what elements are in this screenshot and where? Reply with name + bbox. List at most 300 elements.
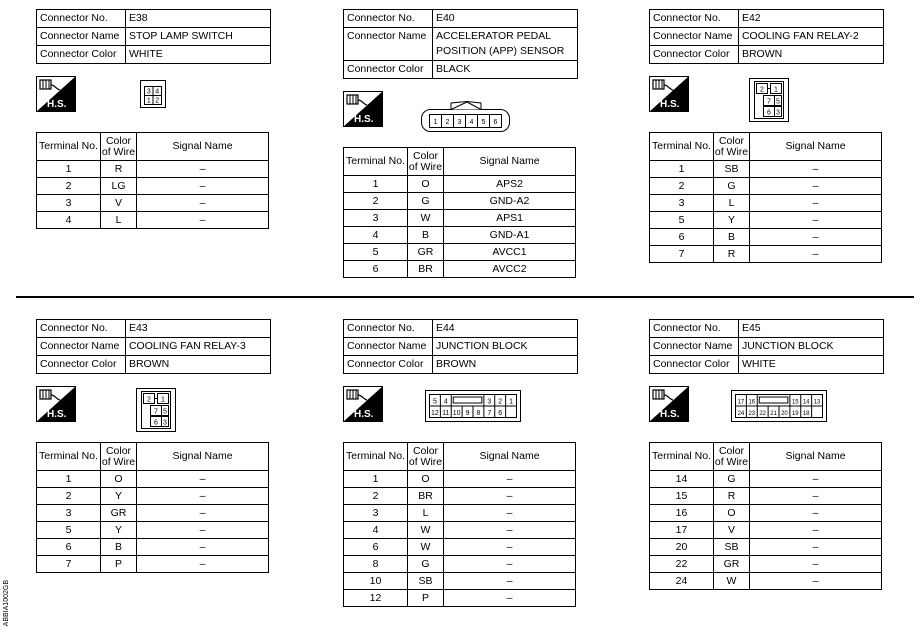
connector-number-label: Connector No.	[37, 320, 126, 338]
wire-color: O	[408, 176, 444, 193]
wire-color: V	[714, 522, 750, 539]
wire-color-header: Color of Wire	[101, 443, 137, 471]
connector-info-table	[343, 9, 578, 79]
connector-color-label: Connector Color	[650, 356, 739, 374]
connector-pin-label: 21	[770, 411, 777, 417]
info-row	[344, 338, 578, 356]
info-row	[344, 28, 578, 61]
signal-name: –	[750, 178, 882, 195]
connector-pin-label: 1	[433, 119, 438, 126]
harness-side-badge	[36, 76, 76, 112]
signal-name: –	[444, 556, 576, 573]
connector-pin-label: 3	[487, 398, 492, 406]
terminal-number: 14	[650, 471, 714, 488]
connector-panel-e44	[343, 319, 578, 607]
wire-color: BR	[408, 261, 444, 278]
terminal-number: 3	[37, 195, 101, 212]
terminal-row	[650, 488, 882, 505]
connector-face-diagram	[425, 390, 521, 422]
terminal-row	[650, 195, 882, 212]
harness-side-icon	[36, 76, 76, 112]
connector-pin-label: 5	[163, 408, 167, 416]
terminal-row	[344, 590, 576, 607]
terminal-row	[37, 488, 269, 505]
connector-pin-label: 2	[147, 396, 151, 404]
terminal-table	[649, 132, 882, 263]
signal-name: –	[750, 246, 882, 263]
terminal-row	[344, 210, 576, 227]
connector-info-table	[649, 319, 884, 374]
harness-side-icon	[343, 386, 383, 422]
terminal-row	[650, 471, 882, 488]
terminal-number: 2	[344, 488, 408, 505]
connector-number-label: Connector No.	[650, 10, 739, 28]
terminal-number: 2	[37, 488, 101, 505]
info-row	[650, 10, 884, 28]
hs-label: H.S.	[354, 409, 374, 420]
connector-number-value: E45	[738, 320, 883, 338]
wire-color: O	[408, 471, 444, 488]
wire-color: GR	[101, 505, 137, 522]
info-row	[37, 338, 271, 356]
wire-color: W	[408, 210, 444, 227]
signal-name: –	[750, 161, 882, 178]
connector-panel-e45	[649, 319, 884, 590]
connector-pin-label: 6	[154, 419, 158, 427]
wire-color: R	[101, 161, 137, 178]
wire-color: B	[408, 227, 444, 244]
connector-number-value: E40	[432, 10, 577, 28]
wire-color: R	[714, 488, 750, 505]
connector-pin-label: 4	[443, 398, 448, 406]
connector-diagram-area	[343, 374, 578, 442]
connector-name-label: Connector Name	[344, 338, 433, 356]
wire-color: W	[714, 573, 750, 590]
terminal-table	[36, 442, 269, 573]
connector-diagram	[140, 80, 166, 113]
info-row	[37, 320, 271, 338]
connector-name-label: Connector Name	[37, 338, 126, 356]
info-row	[37, 356, 271, 374]
connector-pin-label: 7	[487, 410, 492, 417]
terminal-number: 3	[344, 210, 408, 227]
terminal-number: 4	[344, 227, 408, 244]
terminal-no-header: Terminal No.	[650, 443, 714, 471]
terminal-header-row	[650, 443, 882, 471]
terminal-row	[37, 178, 269, 195]
terminal-table	[343, 147, 576, 278]
terminal-number: 6	[344, 539, 408, 556]
connector-name-value: STOP LAMP SWITCH	[125, 28, 270, 46]
terminal-number: 20	[650, 539, 714, 556]
terminal-row	[650, 212, 882, 229]
terminal-row	[344, 471, 576, 488]
connector-face-diagram	[140, 80, 166, 108]
terminal-number: 15	[650, 488, 714, 505]
terminal-no-header: Terminal No.	[650, 133, 714, 161]
terminal-no-header: Terminal No.	[344, 148, 408, 176]
signal-name: –	[444, 539, 576, 556]
terminal-number: 24	[650, 573, 714, 590]
signal-name: APS1	[444, 210, 576, 227]
connector-pin-label: 2	[760, 86, 764, 94]
figure-code: ABBIA1002GB	[3, 580, 10, 627]
signal-name: GND-A2	[444, 193, 576, 210]
info-row	[344, 10, 578, 28]
terminal-number: 22	[650, 556, 714, 573]
info-row	[650, 46, 884, 64]
terminal-row	[650, 505, 882, 522]
wire-color-header: Color of Wire	[101, 133, 137, 161]
connector-info-table	[36, 9, 271, 64]
wire-color: G	[714, 178, 750, 195]
connector-pin-label: 2	[498, 398, 503, 406]
terminal-number: 4	[344, 522, 408, 539]
terminal-number: 1	[344, 176, 408, 193]
terminal-row	[344, 488, 576, 505]
connector-pin-label: 11	[442, 410, 450, 417]
terminal-header-row	[344, 443, 576, 471]
terminal-row	[37, 556, 269, 573]
connector-info-table	[36, 319, 271, 374]
signal-name-header: Signal Name	[444, 443, 576, 471]
terminal-header-row	[344, 148, 576, 176]
signal-name: –	[444, 522, 576, 539]
connector-diagram-area	[36, 64, 271, 132]
connector-pin-label: 3	[776, 109, 780, 117]
wire-color-header: Color of Wire	[714, 133, 750, 161]
terminal-row	[37, 505, 269, 522]
wire-color: W	[408, 522, 444, 539]
wire-color: Y	[714, 212, 750, 229]
terminal-row	[37, 471, 269, 488]
connector-pin-label: 1	[161, 396, 165, 404]
connector-pin-label: 1	[774, 86, 778, 94]
connector-pin-label: 23	[748, 411, 756, 417]
wire-color-header: Color of Wire	[408, 443, 444, 471]
connector-number-value: E44	[432, 320, 577, 338]
terminal-number: 7	[650, 246, 714, 263]
terminal-number: 5	[650, 212, 714, 229]
connector-color-label: Connector Color	[344, 61, 433, 79]
terminal-row	[344, 227, 576, 244]
terminal-number: 1	[650, 161, 714, 178]
info-row	[37, 10, 271, 28]
terminal-number: 4	[37, 212, 101, 229]
terminal-row	[37, 195, 269, 212]
connector-pin-label: 17	[737, 399, 745, 406]
terminal-row	[650, 229, 882, 246]
connector-diagram-area	[649, 64, 884, 132]
connector-diagram-area	[343, 79, 578, 147]
signal-name: –	[444, 488, 576, 505]
terminal-row	[344, 539, 576, 556]
connector-pin-label: 10	[452, 410, 461, 417]
terminal-number: 6	[344, 261, 408, 278]
info-row	[344, 320, 578, 338]
wire-color: O	[714, 505, 750, 522]
connector-pin-label: 18	[802, 411, 810, 417]
wire-color: B	[714, 229, 750, 246]
connector-face-diagram	[749, 78, 789, 122]
hs-label: H.S.	[660, 99, 680, 110]
terminal-no-header: Terminal No.	[37, 133, 101, 161]
terminal-number: 2	[650, 178, 714, 195]
connector-name-value: JUNCTION BLOCK	[738, 338, 883, 356]
section-divider	[16, 296, 914, 298]
terminal-number: 1	[344, 471, 408, 488]
connector-number-label: Connector No.	[344, 10, 433, 28]
harness-side-icon	[343, 91, 383, 127]
signal-name-header: Signal Name	[137, 133, 269, 161]
signal-name: –	[444, 573, 576, 590]
terminal-row	[344, 261, 576, 278]
terminal-number: 5	[37, 522, 101, 539]
terminal-number: 6	[650, 229, 714, 246]
harness-side-badge	[343, 91, 383, 127]
wire-color: Y	[101, 522, 137, 539]
connector-pin-label: 4	[469, 119, 474, 126]
connector-pin-label: 9	[465, 410, 470, 417]
connector-name-value: COOLING FAN RELAY-2	[738, 28, 883, 46]
wire-color: Y	[101, 488, 137, 505]
connector-pin-label: 4	[155, 88, 160, 96]
terminal-number: 17	[650, 522, 714, 539]
connector-pin-label: 5	[432, 398, 437, 406]
connector-number-label: Connector No.	[650, 320, 739, 338]
signal-name: –	[137, 212, 269, 229]
terminal-number: 1	[37, 161, 101, 178]
connector-name-label: Connector Name	[37, 28, 126, 46]
connector-info-table	[649, 9, 884, 64]
wire-color: BR	[408, 488, 444, 505]
connector-diagram	[421, 101, 511, 142]
terminal-row	[344, 176, 576, 193]
signal-name: –	[137, 556, 269, 573]
info-row	[344, 356, 578, 374]
signal-name: –	[750, 522, 882, 539]
wire-color: SB	[408, 573, 444, 590]
connector-pin-label: 2	[155, 97, 160, 105]
connector-diagram	[749, 78, 789, 127]
connector-name-value: COOLING FAN RELAY-3	[125, 338, 270, 356]
connector-pin-label: 13	[813, 399, 821, 406]
signal-name: –	[750, 488, 882, 505]
connector-diagram	[136, 388, 176, 437]
connector-diagram	[425, 390, 521, 427]
terminal-number: 2	[344, 193, 408, 210]
signal-name: –	[750, 471, 882, 488]
signal-name: –	[750, 556, 882, 573]
terminal-number: 3	[344, 505, 408, 522]
hs-label: H.S.	[354, 114, 374, 125]
connector-pin-label: 6	[767, 109, 771, 117]
connector-color-label: Connector Color	[650, 46, 739, 64]
harness-side-badge	[36, 386, 76, 422]
terminal-header-row	[37, 133, 269, 161]
terminal-row	[37, 161, 269, 178]
connector-pin-label: 12	[431, 410, 439, 417]
harness-side-badge	[649, 386, 689, 422]
info-row	[650, 338, 884, 356]
signal-name: –	[750, 212, 882, 229]
connector-color-label: Connector Color	[344, 356, 433, 374]
harness-side-badge	[343, 386, 383, 422]
terminal-table	[649, 442, 882, 590]
connector-pin-label: 14	[802, 399, 810, 406]
connector-number-value: E43	[125, 320, 270, 338]
connector-pin-label: 1	[509, 398, 514, 406]
terminal-row	[344, 244, 576, 261]
signal-name: –	[137, 488, 269, 505]
terminal-number: 12	[344, 590, 408, 607]
connector-name-label: Connector Name	[650, 28, 739, 46]
harness-side-badge	[649, 76, 689, 112]
connector-panel-e40	[343, 9, 578, 278]
signal-name: –	[750, 229, 882, 246]
terminal-number: 1	[37, 471, 101, 488]
connector-pin-label: 2	[445, 119, 450, 126]
wire-color: G	[408, 556, 444, 573]
harness-side-icon	[649, 386, 689, 422]
connector-name-label: Connector Name	[344, 28, 433, 61]
connector-color-value: BROWN	[432, 356, 577, 374]
terminal-number: 7	[37, 556, 101, 573]
signal-name: –	[137, 505, 269, 522]
signal-name: –	[444, 471, 576, 488]
connector-diagram-area	[36, 374, 271, 442]
wire-color: L	[101, 212, 137, 229]
hs-label: H.S.	[47, 409, 67, 420]
connector-number-value: E38	[125, 10, 270, 28]
wire-color: GR	[408, 244, 444, 261]
info-row	[650, 356, 884, 374]
terminal-row	[650, 178, 882, 195]
connector-pin-label: 1	[146, 97, 151, 105]
wire-color: V	[101, 195, 137, 212]
terminal-row	[344, 573, 576, 590]
connector-face-diagram	[731, 390, 827, 422]
terminal-row	[344, 522, 576, 539]
terminal-table	[343, 442, 576, 607]
connector-number-label: Connector No.	[344, 320, 433, 338]
harness-side-icon	[649, 76, 689, 112]
signal-name: –	[750, 573, 882, 590]
connector-pin-label: 24	[737, 411, 745, 417]
connector-pin-label: 6	[498, 410, 503, 417]
signal-name: APS2	[444, 176, 576, 193]
wire-color: P	[408, 590, 444, 607]
connector-diagram-area	[649, 374, 884, 442]
connector-color-value: BLACK	[432, 61, 577, 79]
wire-color: R	[714, 246, 750, 263]
hs-label: H.S.	[47, 99, 67, 110]
terminal-number: 3	[650, 195, 714, 212]
terminal-no-header: Terminal No.	[344, 443, 408, 471]
connector-face-diagram	[136, 388, 176, 432]
wire-color: W	[408, 539, 444, 556]
connector-pin-label: 22	[759, 411, 767, 417]
info-row	[37, 28, 271, 46]
terminal-row	[37, 539, 269, 556]
connector-number-value: E42	[738, 10, 883, 28]
signal-name: –	[137, 539, 269, 556]
connector-color-label: Connector Color	[37, 356, 126, 374]
signal-name: AVCC2	[444, 261, 576, 278]
info-row	[650, 28, 884, 46]
wire-color: SB	[714, 161, 750, 178]
connector-pin-label: 3	[457, 119, 462, 126]
connector-pin-label: 3	[146, 88, 151, 96]
connector-name-value: ACCELERATOR PEDAL POSITION (APP) SENSOR	[432, 28, 577, 61]
wire-color: LG	[101, 178, 137, 195]
wire-color-header: Color of Wire	[408, 148, 444, 176]
signal-name-header: Signal Name	[750, 133, 882, 161]
terminal-row	[37, 522, 269, 539]
terminal-number: 10	[344, 573, 408, 590]
hs-label: H.S.	[660, 409, 680, 420]
terminal-number: 3	[37, 505, 101, 522]
connector-face-diagram	[421, 101, 511, 137]
wire-color: SB	[714, 539, 750, 556]
signal-name: –	[750, 505, 882, 522]
connector-color-value: BROWN	[738, 46, 883, 64]
connector-color-value: WHITE	[738, 356, 883, 374]
terminal-number: 6	[37, 539, 101, 556]
signal-name-header: Signal Name	[750, 443, 882, 471]
connector-name-value: JUNCTION BLOCK	[432, 338, 577, 356]
connector-panel-e42	[649, 9, 884, 263]
signal-name: –	[750, 195, 882, 212]
wire-color: G	[714, 471, 750, 488]
info-row	[37, 46, 271, 64]
connector-pin-label: 15	[791, 399, 799, 406]
info-row	[344, 61, 578, 79]
harness-side-icon	[36, 386, 76, 422]
terminal-row	[344, 556, 576, 573]
wire-color: B	[101, 539, 137, 556]
wire-color: G	[408, 193, 444, 210]
signal-name: –	[137, 195, 269, 212]
signal-name: –	[444, 505, 576, 522]
signal-name: GND-A1	[444, 227, 576, 244]
wire-color: GR	[714, 556, 750, 573]
connector-panel-e38	[36, 9, 271, 229]
signal-name: –	[137, 522, 269, 539]
wire-color: O	[101, 471, 137, 488]
connector-pin-label: 8	[476, 410, 481, 417]
connector-pin-label: 19	[791, 411, 799, 417]
wire-color: L	[714, 195, 750, 212]
info-row	[650, 320, 884, 338]
terminal-row	[650, 522, 882, 539]
signal-name: –	[444, 590, 576, 607]
connector-pin-label: 6	[493, 119, 498, 126]
terminal-header-row	[650, 133, 882, 161]
signal-name: –	[137, 471, 269, 488]
connector-pin-label: 7	[154, 408, 158, 416]
terminal-table	[36, 132, 269, 229]
connector-number-label: Connector No.	[37, 10, 126, 28]
signal-name: AVCC1	[444, 244, 576, 261]
connector-pin-label: 16	[748, 399, 756, 406]
terminal-number: 16	[650, 505, 714, 522]
terminal-header-row	[37, 443, 269, 471]
terminal-row	[650, 573, 882, 590]
connector-pin-label: 5	[776, 98, 780, 106]
connector-pin-label: 20	[781, 411, 788, 417]
terminal-no-header: Terminal No.	[37, 443, 101, 471]
